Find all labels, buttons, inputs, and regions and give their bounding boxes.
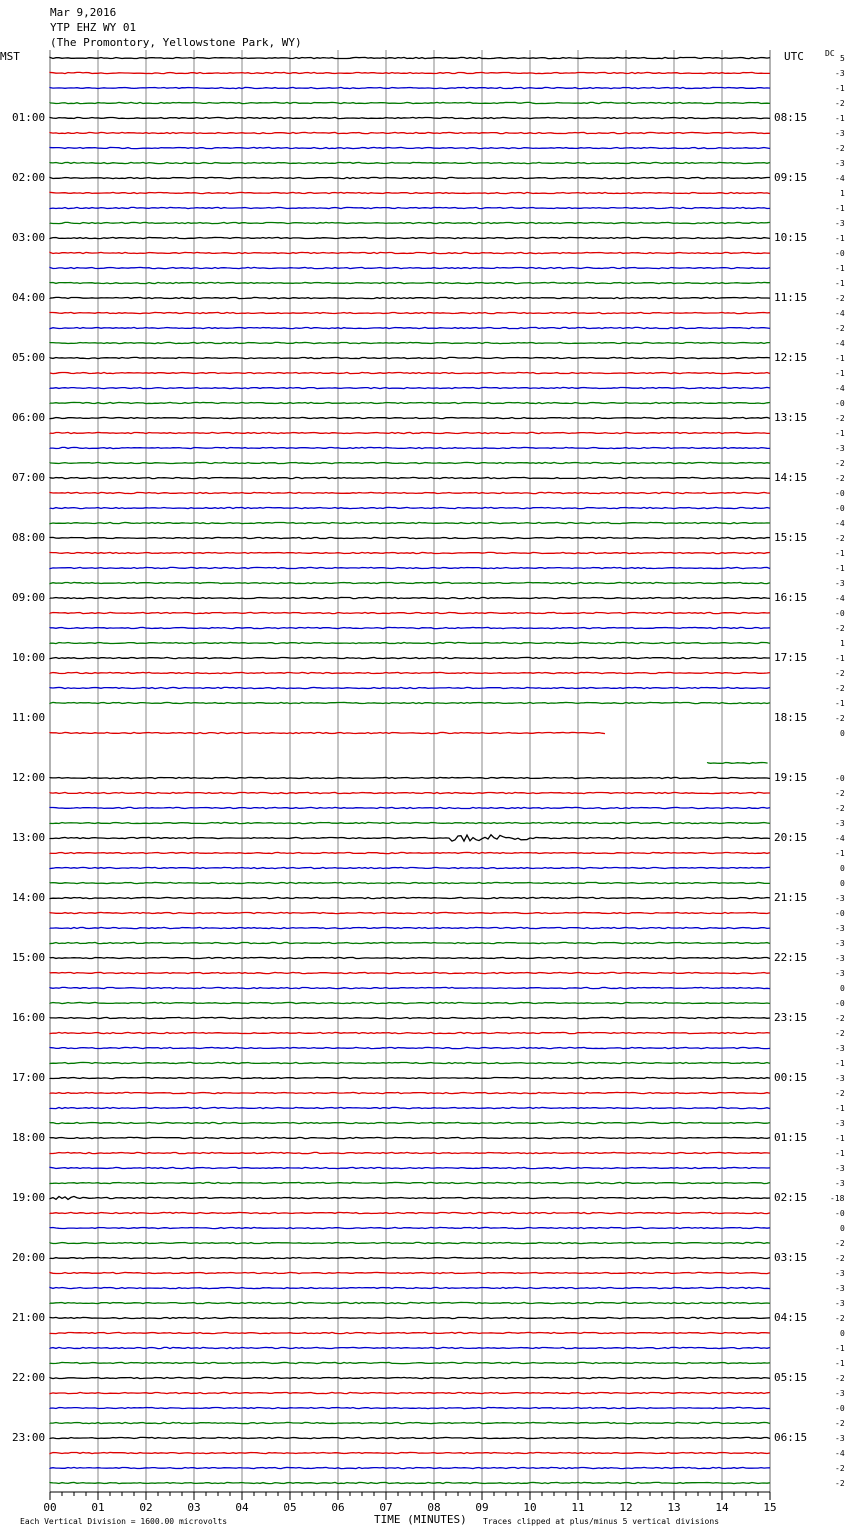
dc-offset-label: -2: [835, 1239, 845, 1248]
trace-row-42: [50, 687, 770, 688]
trace-row-52: [50, 835, 770, 841]
mst-hour-label: 18:00: [12, 1131, 46, 1144]
mst-hour-label: 04:00: [12, 291, 46, 304]
x-tick-label: 09: [475, 1501, 489, 1514]
trace-row-36: [50, 597, 770, 598]
dc-offset-label: -1: [835, 1134, 845, 1143]
dc-offset-label: -1: [835, 369, 845, 378]
dc-offset-label: -0: [835, 999, 845, 1008]
utc-hour-label: 11:15: [774, 291, 808, 304]
utc-hour-label: 23:15: [774, 1011, 808, 1024]
dc-offset-label: 0: [840, 1224, 845, 1233]
trace-row-16: [50, 297, 770, 298]
mst-hour-label: 06:00: [12, 411, 46, 424]
utc-hour-label: 14:15: [774, 471, 808, 484]
trace-row-73: [50, 1152, 770, 1153]
dc-offset-label: -3: [835, 1179, 845, 1188]
trace-row-61: [50, 972, 770, 973]
dc-offset-label: -3: [835, 819, 845, 828]
x-tick-label: 14: [715, 1501, 729, 1514]
station-location: (The Promontory, Yellowstone Park, WY): [50, 36, 302, 49]
mst-hour-label: 08:00: [12, 531, 46, 544]
x-tick-label: 03: [187, 1501, 201, 1514]
dc-offset-label: -2: [835, 1254, 845, 1263]
station-code: YTP EHZ WY 01: [50, 21, 137, 34]
clip-note: Traces clipped at plus/minus 5 vertical divisions: [483, 1517, 720, 1526]
mst-hour-label: 21:00: [12, 1311, 46, 1324]
mst-axis-title: MST: [0, 50, 20, 63]
mst-hour-label: 22:00: [12, 1371, 46, 1384]
utc-hour-label: 02:15: [774, 1191, 808, 1204]
trace-row-67: [50, 1062, 770, 1063]
utc-hour-label: 03:15: [774, 1251, 808, 1264]
dc-offset-label: -4: [835, 309, 845, 318]
trace-row-76: [50, 1196, 770, 1199]
trace-row-71: [50, 1122, 770, 1123]
dc-offset-label: -1: [835, 849, 845, 858]
scale-note: Each Vertical Division = 1600.00 microvolts: [20, 1517, 228, 1526]
trace-row-55: [50, 882, 770, 883]
dc-offset-label: -0: [835, 1209, 845, 1218]
dc-offset-label: -2: [835, 534, 845, 543]
trace-row-19: [50, 342, 770, 343]
dc-offset-label: -2: [835, 684, 845, 693]
dc-offset-label: -3: [835, 1164, 845, 1173]
x-tick-label: 00: [43, 1501, 57, 1514]
trace-row-54: [50, 867, 770, 868]
mst-hour-label: 15:00: [12, 951, 46, 964]
dc-offset-label: -2: [835, 1464, 845, 1473]
utc-hour-label: 06:15: [774, 1431, 808, 1444]
trace-row-20: [50, 357, 770, 358]
mst-hour-label: 11:00: [12, 711, 46, 724]
trace-row-65: [50, 1032, 770, 1033]
mst-hour-label: 20:00: [12, 1251, 46, 1264]
trace-row-3: [50, 102, 770, 103]
trace-row-77: [50, 1212, 770, 1213]
mst-hour-label: 23:00: [12, 1431, 46, 1444]
trace-row-39: [50, 642, 770, 643]
dc-offset-label: -2: [835, 714, 845, 723]
trace-row-51: [50, 822, 770, 823]
dc-offset-label: -3: [835, 939, 845, 948]
trace-row-91: [50, 1422, 770, 1423]
dc-offset-label: -1: [835, 279, 845, 288]
utc-hour-label: 04:15: [774, 1311, 808, 1324]
utc-hour-label: 01:15: [774, 1131, 808, 1144]
trace-row-35: [50, 582, 770, 583]
trace-row-62: [50, 987, 770, 988]
mst-hour-label: 10:00: [12, 651, 46, 664]
trace-row-56: [50, 897, 770, 898]
dc-offset-label: -2: [835, 804, 845, 813]
dc-offset-label: -2: [835, 1014, 845, 1023]
dc-offset-label: -0: [835, 399, 845, 408]
trace-row-0: [50, 57, 770, 58]
dc-offset-label: -1: [835, 1104, 845, 1113]
mst-hour-label: 02:00: [12, 171, 46, 184]
dc-offset-label: -3: [835, 69, 845, 78]
x-tick-label: 15: [763, 1501, 777, 1514]
dc-offset-label: -3: [835, 1284, 845, 1293]
mst-hour-label: 09:00: [12, 591, 46, 604]
x-tick-label: 01: [91, 1501, 105, 1514]
trace-row-93: [50, 1452, 770, 1453]
dc-offset-label: -4: [835, 339, 845, 348]
trace-row-60: [50, 957, 770, 958]
dc-offset-label: -4: [835, 1449, 845, 1458]
x-tick-label: 12: [619, 1501, 633, 1514]
dc-offset-label: -3: [835, 444, 845, 453]
trace-row-18: [50, 327, 770, 328]
trace-row-90: [50, 1407, 770, 1408]
utc-hour-label: 22:15: [774, 951, 808, 964]
dc-offset-label: 1: [840, 189, 845, 198]
dc-offset-label: -18: [830, 1194, 845, 1203]
trace-row-17: [50, 312, 770, 313]
trace-row-30: [50, 507, 770, 508]
dc-offset-label: -2: [835, 294, 845, 303]
dc-offset-label: -1: [835, 1359, 845, 1368]
trace-row-79: [50, 1242, 770, 1243]
utc-hour-label: 21:15: [774, 891, 808, 904]
trace-row-59: [50, 942, 770, 943]
trace-row-8: [50, 177, 770, 178]
trace-row-95: [50, 1482, 770, 1483]
utc-hour-label: 05:15: [774, 1371, 808, 1384]
trace-row-49: [50, 792, 770, 793]
dc-offset-label: -2: [835, 624, 845, 633]
dc-offset-label: -2: [835, 474, 845, 483]
utc-hour-label: 19:15: [774, 771, 808, 784]
trace-row-11: [50, 222, 770, 223]
trace-row-1: [50, 72, 770, 73]
x-tick-label: 04: [235, 1501, 249, 1514]
dc-offset-label: -1: [835, 1344, 845, 1353]
trace-row-21: [50, 372, 770, 373]
dc-offset-label: -1: [835, 654, 845, 663]
trace-row-31: [50, 522, 770, 523]
trace-row-38: [50, 627, 770, 628]
dc-offset-label: -3: [835, 579, 845, 588]
trace-row-66: [50, 1047, 770, 1048]
trace-row-86: [50, 1347, 770, 1348]
dc-offset-label: -0: [835, 909, 845, 918]
mst-hour-label: 12:00: [12, 771, 46, 784]
utc-hour-label: 12:15: [774, 351, 808, 364]
trace-row-28: [50, 477, 770, 478]
mst-hour-label: 03:00: [12, 231, 46, 244]
mst-hour-label: 05:00: [12, 351, 46, 364]
utc-hour-label: 17:15: [774, 651, 808, 664]
trace-row-32: [50, 537, 770, 538]
dc-offset-label: -3: [835, 1044, 845, 1053]
dc-offset-label: -1: [835, 354, 845, 363]
trace-row-48: [50, 777, 770, 778]
trace-row-34: [50, 567, 770, 568]
x-tick-label: 06: [331, 1501, 345, 1514]
utc-hour-label: 10:15: [774, 231, 808, 244]
trace-row-29: [50, 492, 770, 493]
utc-hour-label: 16:15: [774, 591, 808, 604]
trace-row-41: [50, 672, 770, 673]
dc-offset-label: -0: [835, 1404, 845, 1413]
trace-row-4: [50, 117, 770, 118]
utc-hour-label: 18:15: [774, 711, 808, 724]
trace-row-9: [50, 192, 770, 193]
trace-row-88: [50, 1377, 770, 1378]
trace-row-92: [50, 1437, 770, 1438]
trace-row-78: [50, 1227, 770, 1228]
trace-row-84: [50, 1317, 770, 1318]
trace-row-81: [50, 1272, 770, 1273]
trace-row-43: [50, 702, 770, 703]
dc-offset-label: -3: [835, 219, 845, 228]
trace-row-13: [50, 252, 770, 253]
x-tick-label: 07: [379, 1501, 393, 1514]
dc-offset-label: -3: [835, 1434, 845, 1443]
dc-offset-label: -3: [835, 969, 845, 978]
x-tick-label: 08: [427, 1501, 441, 1514]
dc-offset-label: 1: [840, 639, 845, 648]
mst-hour-label: 14:00: [12, 891, 46, 904]
trace-row-57: [50, 912, 770, 913]
dc-offset-label: -3: [835, 129, 845, 138]
dc-offset-label: -1: [835, 204, 845, 213]
dc-offset-label: -3: [835, 1389, 845, 1398]
trace-row-75: [50, 1182, 770, 1183]
mst-hour-label: 16:00: [12, 1011, 46, 1024]
trace-row-53: [50, 852, 770, 853]
trace-row-10: [50, 207, 770, 208]
dc-offset-label: 0: [840, 864, 845, 873]
trace-row-7: [50, 162, 770, 163]
dc-offset-label: -3: [835, 894, 845, 903]
trace-row-40: [50, 657, 770, 658]
trace-row-58: [50, 927, 770, 928]
trace-row-45: [50, 732, 605, 733]
chart-date: Mar 9,2016: [50, 6, 117, 19]
x-tick-label: 05: [283, 1501, 297, 1514]
dc-offset-label: -2: [835, 789, 845, 798]
dc-offset-label: -0: [835, 249, 845, 258]
dc-offset-label: -2: [835, 414, 845, 423]
trace-row-50: [50, 807, 770, 808]
trace-row-89: [50, 1392, 770, 1393]
trace-row-14: [50, 267, 770, 268]
dc-offset-label: -3: [835, 159, 845, 168]
trace-row-5: [50, 132, 770, 133]
trace-row-15: [50, 282, 770, 283]
trace-row-80: [50, 1257, 770, 1258]
dc-offset-label: -1: [835, 1149, 845, 1158]
trace-row-23: [50, 402, 770, 403]
x-axis-title: TIME (MINUTES): [374, 1513, 467, 1526]
trace-row-27: [50, 462, 770, 463]
dc-offset-label: -1: [835, 84, 845, 93]
dc-offset-label: -2: [835, 459, 845, 468]
dc-offset-label: -1: [835, 234, 845, 243]
dc-offset-label: -0: [835, 609, 845, 618]
mst-hour-label: 13:00: [12, 831, 46, 844]
dc-offset-label: -2: [835, 1314, 845, 1323]
dc-offset-label: 5: [840, 54, 845, 63]
dc-offset-label: -2: [835, 324, 845, 333]
trace-row-26: [50, 447, 770, 448]
dc-offset-label: -2: [835, 1374, 845, 1383]
x-tick-label: 02: [139, 1501, 153, 1514]
trace-row-69: [50, 1092, 770, 1093]
x-tick-label: 10: [523, 1501, 537, 1514]
dc-offset-label: -2: [835, 1029, 845, 1038]
dc-offset-label: -1: [835, 114, 845, 123]
trace-row-85: [50, 1332, 770, 1333]
dc-offset-label: -2: [835, 144, 845, 153]
x-tick-label: 11: [571, 1501, 585, 1514]
dc-offset-label: -3: [835, 1119, 845, 1128]
dc-offset-label: -0: [835, 774, 845, 783]
dc-offset-label: -2: [835, 99, 845, 108]
dc-offset-label: -1: [835, 564, 845, 573]
x-tick-label: 13: [667, 1501, 681, 1514]
dc-offset-label: 0: [840, 984, 845, 993]
utc-hour-label: 09:15: [774, 171, 808, 184]
dc-offset-label: 0: [840, 1329, 845, 1338]
dc-offset-label: -1: [835, 264, 845, 273]
dc-offset-label: -4: [835, 594, 845, 603]
trace-row-72: [50, 1137, 770, 1138]
dc-label: DC: [825, 49, 835, 58]
utc-hour-label: 15:15: [774, 531, 808, 544]
utc-hour-label: 13:15: [774, 411, 808, 424]
trace-row-33: [50, 552, 770, 553]
mst-hour-label: 07:00: [12, 471, 46, 484]
trace-row-64: [50, 1017, 770, 1018]
trace-row-83: [50, 1302, 770, 1303]
dc-offset-label: -4: [835, 519, 845, 528]
trace-row-6: [50, 147, 770, 148]
mst-hour-label: 17:00: [12, 1071, 46, 1084]
trace-row-37: [50, 612, 770, 613]
dc-offset-label: -3: [835, 1074, 845, 1083]
dc-offset-label: -2: [835, 669, 845, 678]
dc-offset-label: -1: [835, 699, 845, 708]
trace-row-22: [50, 387, 770, 388]
dc-offset-label: -4: [835, 834, 845, 843]
dc-offset-label: -1: [835, 1059, 845, 1068]
utc-axis-title: UTC: [784, 50, 804, 63]
trace-row-74: [50, 1167, 770, 1168]
dc-offset-label: -4: [835, 174, 845, 183]
dc-offset-label: -3: [835, 954, 845, 963]
trace-row-24: [50, 417, 770, 418]
dc-offset-label: -1: [835, 549, 845, 558]
dc-offset-label: -4: [835, 384, 845, 393]
trace-row-70: [50, 1107, 770, 1108]
dc-offset-label: 0: [840, 729, 845, 738]
utc-hour-label: 20:15: [774, 831, 808, 844]
dc-offset-label: -2: [835, 1089, 845, 1098]
mst-hour-label: 01:00: [12, 111, 46, 124]
trace-row-47: [708, 763, 768, 764]
dc-offset-label: -0: [835, 489, 845, 498]
mst-hour-label: 19:00: [12, 1191, 46, 1204]
trace-row-2: [50, 87, 770, 88]
dc-offset-label: -0: [835, 504, 845, 513]
trace-row-63: [50, 1002, 770, 1003]
dc-offset-label: -2: [835, 1479, 845, 1488]
trace-row-12: [50, 237, 770, 238]
trace-row-87: [50, 1362, 770, 1363]
dc-offset-label: -2: [835, 1419, 845, 1428]
trace-row-94: [50, 1467, 770, 1468]
utc-hour-label: 00:15: [774, 1071, 808, 1084]
dc-offset-label: -3: [835, 1269, 845, 1278]
utc-hour-label: 08:15: [774, 111, 808, 124]
dc-offset-label: 0: [840, 879, 845, 888]
dc-offset-label: -3: [835, 1299, 845, 1308]
trace-row-82: [50, 1287, 770, 1288]
trace-row-25: [50, 432, 770, 433]
trace-row-68: [50, 1077, 770, 1078]
dc-offset-label: -1: [835, 429, 845, 438]
dc-offset-label: -3: [835, 924, 845, 933]
